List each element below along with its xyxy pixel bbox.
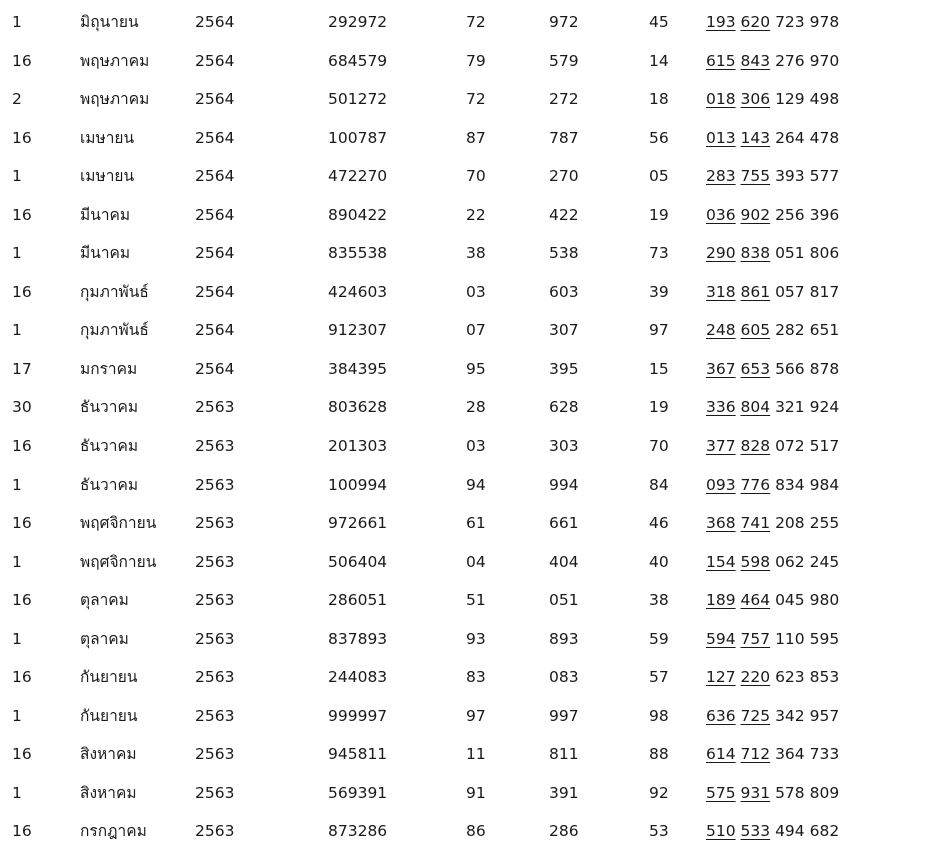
table-row xyxy=(0,697,952,736)
front-three-number-1: 575 xyxy=(706,783,736,802)
last-three-digits-cell: 994 xyxy=(549,475,579,494)
lower-two-digits-cell: 40 xyxy=(649,552,669,571)
first-prize-cell: 286051 xyxy=(328,591,388,610)
first-prize-cell: 100787 xyxy=(328,128,388,147)
month-cell: ธันวาคม xyxy=(80,437,139,456)
day-cell: 16 xyxy=(12,51,32,70)
year-cell: 2564 xyxy=(195,282,235,301)
last-two-digits-cell: 70 xyxy=(466,167,486,186)
lower-two-digits-cell: 59 xyxy=(649,629,669,648)
last-three-digits-cell: 538 xyxy=(549,244,579,263)
lower-two-digits-cell: 15 xyxy=(649,359,669,378)
back-three-number-1: 834 xyxy=(775,475,805,494)
lower-two-digits-cell: 53 xyxy=(649,822,669,841)
back-three-number-2: 651 xyxy=(809,321,840,340)
day-cell: 16 xyxy=(12,822,32,841)
front-three-number-2: 725 xyxy=(740,706,771,725)
table-row xyxy=(0,3,952,42)
day-cell: 1 xyxy=(12,321,22,340)
first-prize-cell: 424603 xyxy=(328,282,388,301)
first-prize-cell: 506404 xyxy=(328,552,388,571)
day-cell: 30 xyxy=(12,398,32,417)
three-digit-numbers-cell xyxy=(706,350,839,389)
front-three-number-1: 614 xyxy=(706,745,736,764)
last-two-digits-cell: 91 xyxy=(466,783,486,802)
back-three-number-2: 970 xyxy=(809,51,840,70)
day-cell: 16 xyxy=(12,591,32,610)
last-three-digits-cell: 395 xyxy=(549,359,579,378)
table-row xyxy=(0,735,952,774)
month-cell: กุมภาพันธ์ xyxy=(80,321,149,340)
table-row xyxy=(0,311,952,350)
back-three-number-1: 282 xyxy=(775,321,805,340)
first-prize-cell: 972661 xyxy=(328,514,388,533)
month-cell: ธันวาคม xyxy=(80,475,139,494)
last-two-digits-cell: 22 xyxy=(466,205,486,224)
last-two-digits-cell: 79 xyxy=(466,51,486,70)
front-three-number-1: 377 xyxy=(706,437,736,456)
first-prize-cell: 384395 xyxy=(328,359,388,378)
last-three-digits-cell: 787 xyxy=(549,128,579,147)
last-three-digits-cell: 303 xyxy=(549,437,579,456)
day-cell: 17 xyxy=(12,359,32,378)
three-digit-numbers-cell xyxy=(706,812,839,851)
lower-two-digits-cell: 14 xyxy=(649,51,669,70)
back-three-number-1: 276 xyxy=(775,51,805,70)
year-cell: 2563 xyxy=(195,398,235,417)
year-cell: 2564 xyxy=(195,359,235,378)
three-digit-numbers-cell xyxy=(706,273,839,312)
last-two-digits-cell: 87 xyxy=(466,128,486,147)
back-three-number-2: 255 xyxy=(809,514,840,533)
lower-two-digits-cell: 38 xyxy=(649,591,669,610)
last-three-digits-cell: 661 xyxy=(549,514,579,533)
front-three-number-1: 093 xyxy=(706,475,736,494)
first-prize-cell: 999997 xyxy=(328,706,388,725)
last-three-digits-cell: 997 xyxy=(549,706,579,725)
day-cell: 16 xyxy=(12,437,32,456)
first-prize-cell: 837893 xyxy=(328,629,388,648)
front-three-number-1: 368 xyxy=(706,514,736,533)
front-three-number-1: 336 xyxy=(706,398,736,417)
lower-two-digits-cell: 19 xyxy=(649,205,669,224)
last-two-digits-cell: 11 xyxy=(466,745,486,764)
back-three-number-1: 062 xyxy=(775,552,805,571)
back-three-number-2: 396 xyxy=(809,205,840,224)
lower-two-digits-cell: 57 xyxy=(649,668,669,687)
year-cell: 2563 xyxy=(195,706,235,725)
front-three-number-2: 598 xyxy=(740,552,771,571)
back-three-number-2: 924 xyxy=(809,398,840,417)
lower-two-digits-cell: 88 xyxy=(649,745,669,764)
year-cell: 2563 xyxy=(195,668,235,687)
last-two-digits-cell: 86 xyxy=(466,822,486,841)
table-row xyxy=(0,119,952,158)
back-three-number-1: 045 xyxy=(775,591,805,610)
three-digit-numbers-cell xyxy=(706,697,839,736)
month-cell: เมษายน xyxy=(80,128,135,147)
lower-two-digits-cell: 84 xyxy=(649,475,669,494)
year-cell: 2564 xyxy=(195,321,235,340)
first-prize-cell: 569391 xyxy=(328,783,388,802)
back-three-number-1: 578 xyxy=(775,783,805,802)
three-digit-numbers-cell xyxy=(706,735,839,774)
front-three-number-2: 653 xyxy=(740,359,771,378)
year-cell: 2564 xyxy=(195,205,235,224)
day-cell: 1 xyxy=(12,783,22,802)
month-cell: กันยายน xyxy=(80,668,138,687)
back-three-number-1: 321 xyxy=(775,398,805,417)
three-digit-numbers-cell xyxy=(706,658,839,697)
table-row xyxy=(0,812,952,851)
last-two-digits-cell: 94 xyxy=(466,475,486,494)
first-prize-cell: 803628 xyxy=(328,398,388,417)
back-three-number-2: 809 xyxy=(809,783,840,802)
year-cell: 2563 xyxy=(195,591,235,610)
month-cell: สิงหาคม xyxy=(80,745,137,764)
front-three-number-2: 931 xyxy=(740,783,771,802)
lottery-results-table xyxy=(0,3,952,851)
year-cell: 2564 xyxy=(195,90,235,109)
year-cell: 2563 xyxy=(195,822,235,841)
table-row xyxy=(0,42,952,81)
three-digit-numbers-cell xyxy=(706,427,839,466)
day-cell: 1 xyxy=(12,552,22,571)
day-cell: 1 xyxy=(12,706,22,725)
front-three-number-2: 220 xyxy=(740,668,771,687)
lower-two-digits-cell: 70 xyxy=(649,437,669,456)
front-three-number-1: 636 xyxy=(706,706,736,725)
last-three-digits-cell: 307 xyxy=(549,321,579,340)
first-prize-cell: 472270 xyxy=(328,167,388,186)
first-prize-cell: 835538 xyxy=(328,244,388,263)
back-three-number-1: 723 xyxy=(775,13,805,31)
back-three-number-2: 957 xyxy=(809,706,840,725)
table-row xyxy=(0,196,952,235)
table-row xyxy=(0,543,952,582)
three-digit-numbers-cell xyxy=(706,311,839,350)
year-cell: 2563 xyxy=(195,437,235,456)
last-two-digits-cell: 72 xyxy=(466,90,486,109)
front-three-number-2: 861 xyxy=(740,282,771,301)
front-three-number-1: 283 xyxy=(706,167,736,186)
table-row xyxy=(0,157,952,196)
lower-two-digits-cell: 05 xyxy=(649,167,669,186)
front-three-number-2: 838 xyxy=(740,244,771,263)
day-cell: 16 xyxy=(12,128,32,147)
front-three-number-1: 318 xyxy=(706,282,736,301)
year-cell: 2564 xyxy=(195,13,235,31)
back-three-number-2: 978 xyxy=(809,13,840,31)
lower-two-digits-cell: 18 xyxy=(649,90,669,109)
back-three-number-1: 623 xyxy=(775,668,805,687)
table-row xyxy=(0,427,952,466)
last-three-digits-cell: 579 xyxy=(549,51,579,70)
last-two-digits-cell: 72 xyxy=(466,13,486,31)
year-cell: 2563 xyxy=(195,783,235,802)
table-row xyxy=(0,504,952,543)
year-cell: 2563 xyxy=(195,514,235,533)
lower-two-digits-cell: 19 xyxy=(649,398,669,417)
month-cell: กรกฎาคม xyxy=(80,822,147,841)
back-three-number-2: 984 xyxy=(809,475,840,494)
month-cell: ธันวาคม xyxy=(80,398,139,417)
table-row xyxy=(0,658,952,697)
back-three-number-1: 129 xyxy=(775,90,805,109)
lower-two-digits-cell: 56 xyxy=(649,128,669,147)
last-three-digits-cell: 272 xyxy=(549,90,579,109)
front-three-number-1: 189 xyxy=(706,591,736,610)
front-three-number-2: 755 xyxy=(740,167,771,186)
last-three-digits-cell: 391 xyxy=(549,783,579,802)
front-three-number-2: 776 xyxy=(740,475,771,494)
day-cell: 16 xyxy=(12,282,32,301)
day-cell: 1 xyxy=(12,167,22,186)
first-prize-cell: 912307 xyxy=(328,321,388,340)
day-cell: 1 xyxy=(12,13,22,31)
day-cell: 1 xyxy=(12,475,22,494)
month-cell: กุมภาพันธ์ xyxy=(80,282,149,301)
table-row xyxy=(0,388,952,427)
front-three-number-1: 248 xyxy=(706,321,736,340)
month-cell: เมษายน xyxy=(80,167,135,186)
last-two-digits-cell: 93 xyxy=(466,629,486,648)
front-three-number-1: 290 xyxy=(706,244,736,263)
lower-two-digits-cell: 46 xyxy=(649,514,669,533)
last-two-digits-cell: 61 xyxy=(466,514,486,533)
last-two-digits-cell: 51 xyxy=(466,591,486,610)
table-row xyxy=(0,234,952,273)
day-cell: 1 xyxy=(12,629,22,648)
month-cell: มกราคม xyxy=(80,359,138,378)
last-two-digits-cell: 83 xyxy=(466,668,486,687)
front-three-number-2: 804 xyxy=(740,398,771,417)
month-cell: ตุลาคม xyxy=(80,591,129,610)
front-three-number-2: 605 xyxy=(740,321,771,340)
back-three-number-2: 517 xyxy=(809,437,840,456)
front-three-number-1: 127 xyxy=(706,668,736,687)
back-three-number-2: 498 xyxy=(809,90,840,109)
year-cell: 2563 xyxy=(195,629,235,648)
back-three-number-2: 245 xyxy=(809,552,840,571)
last-two-digits-cell: 38 xyxy=(466,244,486,263)
back-three-number-1: 208 xyxy=(775,514,805,533)
back-three-number-2: 733 xyxy=(809,745,840,764)
last-two-digits-cell: 95 xyxy=(466,359,486,378)
first-prize-cell: 201303 xyxy=(328,437,388,456)
month-cell: พฤษภาคม xyxy=(80,51,150,70)
day-cell: 16 xyxy=(12,668,32,687)
table-row xyxy=(0,80,952,119)
lower-two-digits-cell: 73 xyxy=(649,244,669,263)
table-row xyxy=(0,620,952,659)
table-row xyxy=(0,774,952,813)
last-three-digits-cell: 811 xyxy=(549,745,579,764)
month-cell: มีนาคม xyxy=(80,205,131,224)
last-two-digits-cell: 28 xyxy=(466,398,486,417)
lower-two-digits-cell: 39 xyxy=(649,282,669,301)
year-cell: 2564 xyxy=(195,128,235,147)
last-three-digits-cell: 422 xyxy=(549,205,579,224)
first-prize-cell: 100994 xyxy=(328,475,388,494)
back-three-number-1: 072 xyxy=(775,437,805,456)
front-three-number-1: 615 xyxy=(706,51,736,70)
table-row xyxy=(0,581,952,620)
three-digit-numbers-cell xyxy=(706,157,839,196)
three-digit-numbers-cell xyxy=(706,466,839,505)
back-three-number-2: 478 xyxy=(809,128,840,147)
year-cell: 2563 xyxy=(195,745,235,764)
three-digit-numbers-cell xyxy=(706,80,839,119)
front-three-number-1: 193 xyxy=(706,13,736,31)
front-three-number-2: 828 xyxy=(740,437,771,456)
month-cell: พฤศจิกายน xyxy=(80,552,157,571)
back-three-number-1: 051 xyxy=(775,244,805,263)
first-prize-cell: 244083 xyxy=(328,668,388,687)
front-three-number-1: 018 xyxy=(706,90,736,109)
month-cell: พฤศจิกายน xyxy=(80,514,157,533)
first-prize-cell: 292972 xyxy=(328,13,388,31)
front-three-number-2: 741 xyxy=(740,514,771,533)
last-three-digits-cell: 628 xyxy=(549,398,579,417)
front-three-number-1: 036 xyxy=(706,205,736,224)
month-cell: พฤษภาคม xyxy=(80,90,150,109)
last-three-digits-cell: 083 xyxy=(549,668,579,687)
three-digit-numbers-cell xyxy=(706,543,839,582)
first-prize-cell: 501272 xyxy=(328,90,388,109)
front-three-number-2: 533 xyxy=(740,822,771,841)
month-cell: มิถุนายน xyxy=(80,13,139,31)
three-digit-numbers-cell xyxy=(706,234,839,273)
three-digit-numbers-cell xyxy=(706,774,839,813)
back-three-number-1: 342 xyxy=(775,706,805,725)
year-cell: 2564 xyxy=(195,167,235,186)
front-three-number-2: 306 xyxy=(740,90,771,109)
table-row xyxy=(0,350,952,389)
month-cell: กันยายน xyxy=(80,706,138,725)
three-digit-numbers-cell xyxy=(706,620,839,659)
back-three-number-2: 806 xyxy=(809,244,840,263)
back-three-number-1: 264 xyxy=(775,128,805,147)
first-prize-cell: 945811 xyxy=(328,745,388,764)
front-three-number-1: 510 xyxy=(706,822,736,841)
lower-two-digits-cell: 98 xyxy=(649,706,669,725)
last-two-digits-cell: 03 xyxy=(466,437,486,456)
month-cell: ตุลาคม xyxy=(80,629,129,648)
last-three-digits-cell: 972 xyxy=(549,13,579,31)
back-three-number-2: 595 xyxy=(809,629,840,648)
month-cell: สิงหาคม xyxy=(80,783,137,802)
front-three-number-2: 620 xyxy=(740,13,771,31)
front-three-number-2: 464 xyxy=(740,591,771,610)
back-three-number-1: 057 xyxy=(775,282,805,301)
lower-two-digits-cell: 97 xyxy=(649,321,669,340)
back-three-number-1: 393 xyxy=(775,167,805,186)
lower-two-digits-cell: 92 xyxy=(649,783,669,802)
year-cell: 2563 xyxy=(195,475,235,494)
first-prize-cell: 873286 xyxy=(328,822,388,841)
front-three-number-1: 594 xyxy=(706,629,736,648)
front-three-number-2: 843 xyxy=(740,51,771,70)
last-two-digits-cell: 07 xyxy=(466,321,486,340)
front-three-number-2: 143 xyxy=(740,128,771,147)
first-prize-cell: 684579 xyxy=(328,51,388,70)
back-three-number-2: 577 xyxy=(809,167,840,186)
front-three-number-2: 757 xyxy=(740,629,771,648)
year-cell: 2564 xyxy=(195,244,235,263)
last-three-digits-cell: 051 xyxy=(549,591,579,610)
back-three-number-1: 110 xyxy=(775,629,805,648)
front-three-number-2: 712 xyxy=(740,745,771,764)
back-three-number-1: 494 xyxy=(775,822,805,841)
three-digit-numbers-cell xyxy=(706,3,839,42)
table-row xyxy=(0,466,952,505)
back-three-number-1: 566 xyxy=(775,359,805,378)
three-digit-numbers-cell xyxy=(706,504,839,543)
day-cell: 2 xyxy=(12,90,22,109)
lower-two-digits-cell: 45 xyxy=(649,13,669,31)
back-three-number-2: 853 xyxy=(809,668,840,687)
last-three-digits-cell: 286 xyxy=(549,822,579,841)
last-three-digits-cell: 404 xyxy=(549,552,579,571)
back-three-number-1: 256 xyxy=(775,205,805,224)
front-three-number-1: 367 xyxy=(706,359,736,378)
back-three-number-2: 682 xyxy=(809,822,840,841)
month-cell: มีนาคม xyxy=(80,244,131,263)
last-three-digits-cell: 603 xyxy=(549,282,579,301)
day-cell: 1 xyxy=(12,244,22,263)
back-three-number-2: 980 xyxy=(809,591,840,610)
three-digit-numbers-cell xyxy=(706,119,839,158)
back-three-number-1: 364 xyxy=(775,745,805,764)
front-three-number-1: 154 xyxy=(706,552,736,571)
last-three-digits-cell: 893 xyxy=(549,629,579,648)
front-three-number-2: 902 xyxy=(740,205,771,224)
day-cell: 16 xyxy=(12,514,32,533)
back-three-number-2: 878 xyxy=(809,359,840,378)
back-three-number-2: 817 xyxy=(809,282,840,301)
year-cell: 2564 xyxy=(195,51,235,70)
last-two-digits-cell: 97 xyxy=(466,706,486,725)
day-cell: 16 xyxy=(12,745,32,764)
day-cell: 16 xyxy=(12,205,32,224)
first-prize-cell: 890422 xyxy=(328,205,388,224)
year-cell: 2563 xyxy=(195,552,235,571)
last-two-digits-cell: 03 xyxy=(466,282,486,301)
three-digit-numbers-cell xyxy=(706,388,839,427)
three-digit-numbers-cell xyxy=(706,196,839,235)
three-digit-numbers-cell xyxy=(706,42,839,81)
last-two-digits-cell: 04 xyxy=(466,552,486,571)
three-digit-numbers-cell xyxy=(706,581,839,620)
last-three-digits-cell: 270 xyxy=(549,167,579,186)
front-three-number-1: 013 xyxy=(706,128,736,147)
table-row xyxy=(0,273,952,312)
